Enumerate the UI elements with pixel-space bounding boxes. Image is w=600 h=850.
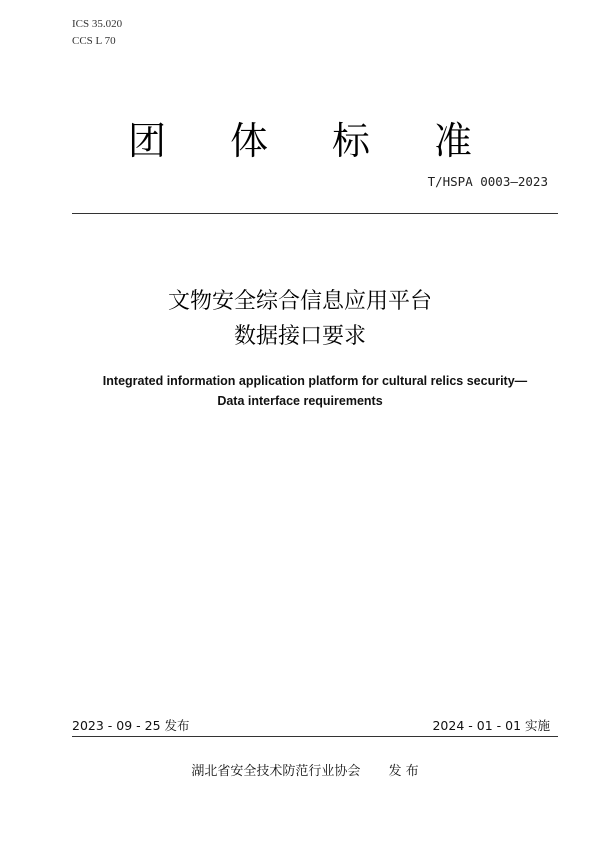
issue-date: 2023 - 09 - 25 发布 xyxy=(72,718,190,733)
standard-number: T/HSPA 0003—2023 xyxy=(427,174,548,189)
publisher-name: 湖北省安全技术防范行业协会 xyxy=(191,764,361,779)
ccs-code: CCS L 70 xyxy=(72,35,116,47)
standard-type-heading: 团体标准 xyxy=(127,119,536,163)
top-divider xyxy=(72,213,558,214)
publish-action: 发 布 xyxy=(388,764,419,779)
bottom-divider xyxy=(72,736,558,737)
ics-code: ICS 35.020 xyxy=(72,18,123,30)
title-en-line-1: Integrated information application platform for cultural relics security— xyxy=(102,374,528,388)
title-cn-line-1: 文物安全综合信息应用平台 xyxy=(167,289,432,314)
classification-codes xyxy=(72,16,122,50)
publisher-line xyxy=(0,760,600,779)
title-cn-line-2: 数据接口要求 xyxy=(233,324,366,349)
title-en-line-2: Data interface requirements xyxy=(217,394,383,408)
implementation-date: 2024 - 01 - 01 实施 xyxy=(432,718,550,733)
